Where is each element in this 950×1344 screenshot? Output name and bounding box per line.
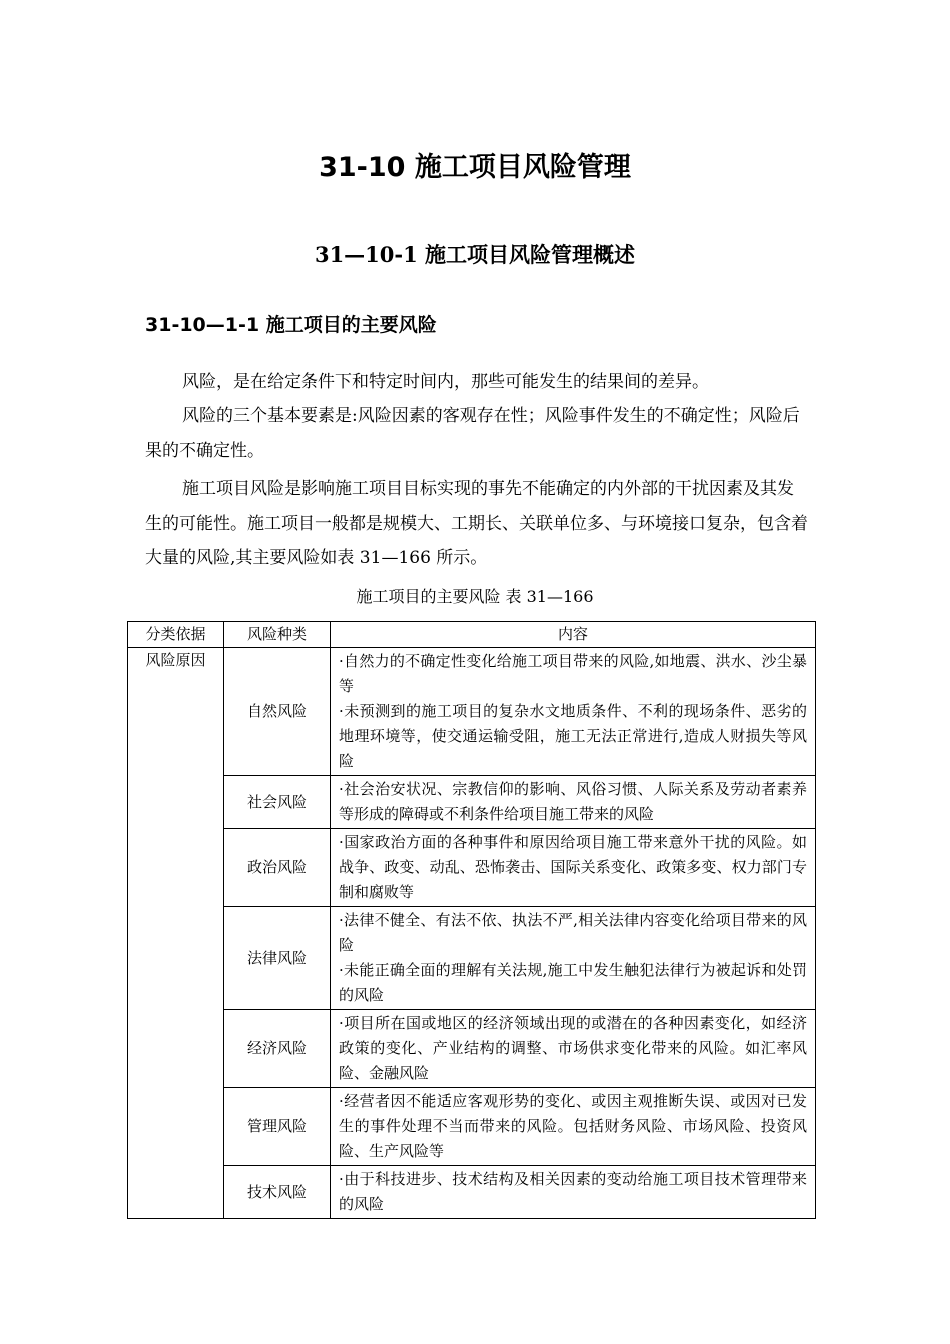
content-item: ·项目所在国或地区的经济领域出现的或潜在的各种因素变化，如经济政策的变化、产业结构的调整、市场供求变化带来的风险。如汇率风险、金融风险 (339, 1014, 807, 1082)
risk-content-cell (331, 776, 816, 829)
risk-type-cell: 技术风险 (224, 1166, 331, 1219)
risk-type-cell: 法律风险 (224, 907, 331, 1010)
table-row (128, 1010, 816, 1088)
paragraph-risk-definition: 风险，是在给定条件下和特定时间内，那些可能发生的结果间的差异。 (182, 372, 709, 392)
table-row (128, 776, 816, 829)
content-item: ·法律不健全、有法不依、执法不严,相关法律内容变化给项目带来的风险 (339, 911, 807, 954)
risk-type-cell: 社会风险 (224, 776, 331, 829)
content-item: ·未预测到的施工项目的复杂水文地质条件、不利的现场条件、恶劣的地理环境等，使交通运输受阻，施工无法正常进行,造成人财损失等风险 (339, 702, 807, 770)
content-item: ·经营者因不能适应客观形势的变化、或因主观推断失误、或因对已发生的事件处理不当而带来的风险。包括财务风险、市场风险、投资风险、生产风险等 (339, 1092, 807, 1160)
table-row (128, 648, 816, 776)
table-header-row (128, 622, 816, 648)
risk-content-cell (331, 907, 816, 1010)
table-row (128, 1088, 816, 1166)
risk-content-cell (331, 1010, 816, 1088)
header-basis: 分类依据 (128, 622, 224, 648)
table-row (128, 829, 816, 907)
risk-content-cell (331, 648, 816, 776)
section-heading: 31—10-1 施工项目风险管理概述 (314, 242, 636, 267)
header-content: 内容 (331, 622, 816, 648)
risk-type-cell: 自然风险 (224, 648, 331, 776)
risk-content-cell (331, 1166, 816, 1219)
page-title: 31-10 施工项目风险管理 (319, 152, 631, 183)
table-row (128, 907, 816, 1010)
risk-type-cell: 管理风险 (224, 1088, 331, 1166)
table-row (128, 1166, 816, 1219)
content-item: ·自然力的不确定性变化给施工项目带来的风险,如地震、洪水、沙尘暴等 (339, 652, 807, 695)
paragraph-risk-elements: 风险的三个基本要素是:风险因素的客观存在性；风险事件发生的不确定性；风险后果的不确定性。 (145, 406, 800, 461)
header-type: 风险种类 (224, 622, 331, 648)
table-body (128, 648, 816, 1219)
risk-table (127, 621, 816, 1219)
risk-content-cell (331, 829, 816, 907)
risk-type-cell: 经济风险 (224, 1010, 331, 1088)
risk-type-cell: 政治风险 (224, 829, 331, 907)
content-item: ·未能正确全面的理解有关法规,施工中发生触犯法律行为被起诉和处罚的风险 (339, 961, 807, 1004)
content-item: ·由于科技进步、技术结构及相关因素的变动给施工项目技术管理带来的风险 (339, 1170, 807, 1213)
risk-content-cell (331, 1088, 816, 1166)
table-caption: 施工项目的主要风险 表 31—166 (356, 587, 594, 606)
content-item: ·国家政治方面的各种事件和原因给项目施工带来意外干扰的风险。如战争、政变、动乱、恐怖袭击、国际关系变化、政策多变、权力部门专制和腐败等 (339, 833, 807, 901)
basis-cell: 风险原因 (128, 648, 224, 1219)
paragraph-project-risk: 施工项目风险是影响施工项目目标实现的事先不能确定的内外部的干扰因素及其发生的可能性。施工项目一般都是规模大、工期长、关联单位多、与环境接口复杂，包含着大量的风险,其主要风险如表 31—166 所示。 (145, 479, 808, 568)
content-item: ·社会治安状况、宗教信仰的影响、风俗习惯、人际关系及劳动者素养等形成的障碍或不利条件给项目施工带来的风险 (339, 780, 807, 823)
subsection-heading: 31-10—1-1 施工项目的主要风险 (145, 314, 437, 336)
